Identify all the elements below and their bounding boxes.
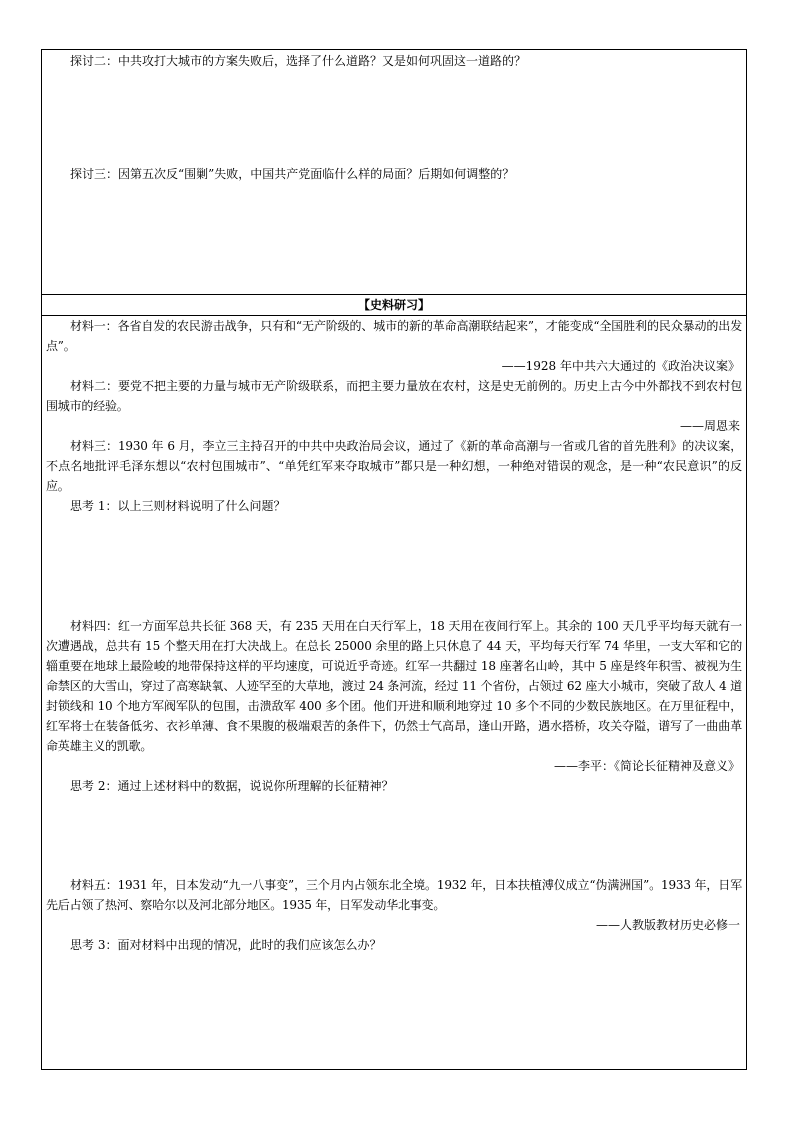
- material-1: 材料一：各省自发的农民游击战争，只有和“无产阶级的、城市的新的革命高潮联结起来”，才能变成“全国胜利的民众暴动的出发点”。: [46, 319, 742, 353]
- material-4-source: ——李平：《简论长征精神及意义》: [553, 759, 740, 773]
- discussion-cell: [42, 50, 747, 295]
- material-5-source: ——人教版教材历史必修一: [595, 918, 740, 932]
- discussion-question-3: 探讨三：因第五次反“围剿”失败，中国共产党面临什么样的局面？后期如何调整的？: [70, 167, 515, 181]
- think-question-2: 思考 2：通过上述材料中的数据，说说你所理解的长征精神？: [70, 779, 394, 793]
- answer-space: [46, 516, 742, 616]
- material-2-source: ——周恩来: [679, 419, 740, 433]
- materials-cell: [42, 316, 747, 1070]
- material-5: 材料五：1931 年，日本发动“九一八事变”，三个月内占领东北全境。1932 年，日本扶植溥仪成立“伪满洲国”。1933 年，日军先后占领了热河、察哈尔以及河北部分地区。1935 年，日军发动华北事变。: [46, 878, 742, 912]
- think-question-3: 思考 3：面对材料中出现的情况，此时的我们应该怎么办？: [70, 938, 382, 952]
- think-question-1: 思考 1：以上三则材料说明了什么问题？: [70, 499, 286, 513]
- answer-space: [46, 796, 742, 875]
- worksheet-table: [41, 49, 747, 1070]
- material-4: 材料四：红一方面军总共长征 368 天，有 235 天用在白天行军上，18 天用在夜间行军上。其余的 100 天几乎平均每天就有一次遭遇战，总共有 15 个整天用在打大决战上。在总长 25000 余里的路上只休息了 44 天，平均每天行军 74 华里，一支大军和它的辎重要在地球上最险峻的地带保持这样的平均速度，可说近乎奇迹。红军一共翻过 18 座著名山岭，其中 5 座是终年积雪、被视为生命禁区的大雪山，穿过了高寒缺氧、人迹罕至的大草地，渡过 24 条河流，经过 11 个省份，占领过 62 座大小城市，突破了敌人 4 道封锁线和 10 个地方军阀军队的包围，击溃敌军 400 多个团。他们开进和顺利地穿过 10 多个不同的少数民族地区。在万里征程中，红军将士在装备低劣、衣衫单薄、食不果腹的极端艰苦的条件下，仍然士气高昂，逢山开路，遇水搭桥，攻关夺隘，谱写了一曲曲革命英雄主义的凯歌。: [46, 619, 742, 753]
- discussion-question-2: 探讨二：中共攻打大城市的方案失败后，选择了什么道路？又是如何巩固这一道路的？: [70, 54, 527, 68]
- material-3: 材料三：1930 年 6 月，李立三主持召开的中共中央政治局会议，通过了《新的革命高潮与一省或几省的首先胜利》的决议案，不点名地批评毛泽东想以“农村包围城市”、“单凭红军来夺取城市”都只是一种幻想，一种绝对错误的观念，是一种“农民意识”的反应。: [46, 439, 742, 493]
- material-2: 材料二：要党不把主要的力量与城市无产阶级联系，而把主要力量放在农村，这是史无前例的。历史上古今中外都找不到农村包围城市的经验。: [46, 379, 742, 413]
- answer-space: [46, 71, 742, 164]
- material-1-source: ——1928 年中共六大通过的《政治决议案》: [501, 359, 740, 373]
- section-title: 【史料研习】: [42, 295, 747, 316]
